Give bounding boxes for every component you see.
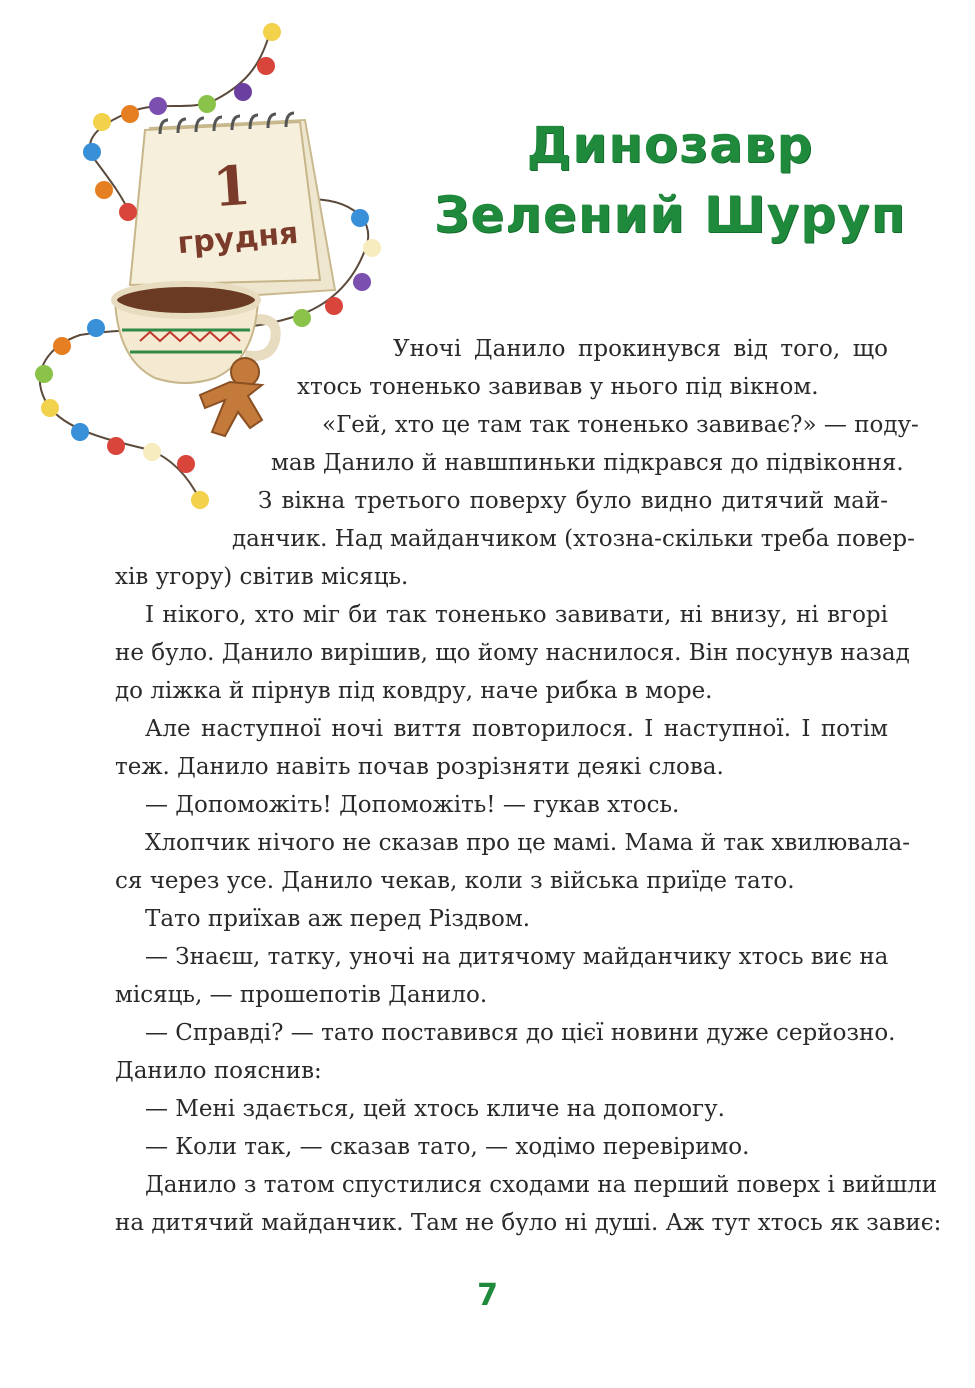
text-line: ся через усе. Данило чекав, коли з війська приїде тато. bbox=[115, 868, 795, 894]
calendar-month: грудня bbox=[176, 215, 300, 262]
text-line: Але наступної ночі виття повторилося. І наступної. І потім bbox=[145, 716, 888, 742]
chapter-title-line2: Зелений Шуруп bbox=[433, 186, 907, 244]
text-line: «Гей, хто це там так тоненько завиває?» — поду- bbox=[322, 412, 919, 438]
text-line: З вікна третього поверху було видно дитячий май- bbox=[258, 488, 888, 514]
text-line: І нікого, хто міг би так тоненько завивати, ні внизу, ні вгорі bbox=[145, 602, 888, 628]
text-line: на дитячий майданчик. Там не було ні душі. Аж тут хтось як завиє: bbox=[115, 1210, 942, 1236]
text-line: — Допоможіть! Допоможіть! — гукав хтось. bbox=[145, 792, 680, 818]
text-line: Данило пояснив: bbox=[115, 1058, 322, 1084]
text-line: — Знаєш, татку, уночі на дитячому майданчику хтось виє на bbox=[145, 944, 889, 970]
calendar-day: 1 bbox=[210, 152, 253, 220]
text-line: Хлопчик нічого не сказав про це мамі. Мама й так хвилювала- bbox=[145, 830, 911, 856]
text-line: — Справді? — тато поставився до цієї новини дуже серйозно. bbox=[145, 1020, 896, 1046]
text-line: — Мені здається, цей хтось кличе на допомогу. bbox=[145, 1096, 725, 1122]
text-line: місяць, — прошепотів Данило. bbox=[115, 982, 488, 1008]
text-line: не було. Данило вирішив, що йому наснилося. Він посунув назад bbox=[115, 640, 910, 666]
text-line: — Коли так, — сказав тато, — ходімо перевіримо. bbox=[145, 1134, 750, 1160]
text-line: до ліжка й пірнув під ковдру, наче рибка в море. bbox=[115, 678, 713, 704]
text-line: хтось тоненько завивав у нього під вікном. bbox=[297, 374, 819, 400]
text-line: данчик. Над майданчиком (хтозна-скільки треба повер- bbox=[232, 526, 915, 552]
text-line: Данило з татом спустилися сходами на перший поверх і вийшли bbox=[145, 1172, 938, 1198]
text-line: хів угору) світив місяць. bbox=[115, 564, 409, 590]
text-line: мав Данило й навшпиньки підкрався до підвіконня. bbox=[271, 450, 904, 476]
text-line: Тато приїхав аж перед Різдвом. bbox=[145, 906, 531, 932]
text-line: Уночі Данило прокинувся від того, що bbox=[393, 336, 888, 362]
text-line: теж. Данило навіть почав розрізняти деякі слова. bbox=[115, 754, 724, 780]
chapter-title-line1: Динозавр bbox=[526, 116, 814, 174]
page-number: 7 bbox=[477, 1278, 498, 1313]
